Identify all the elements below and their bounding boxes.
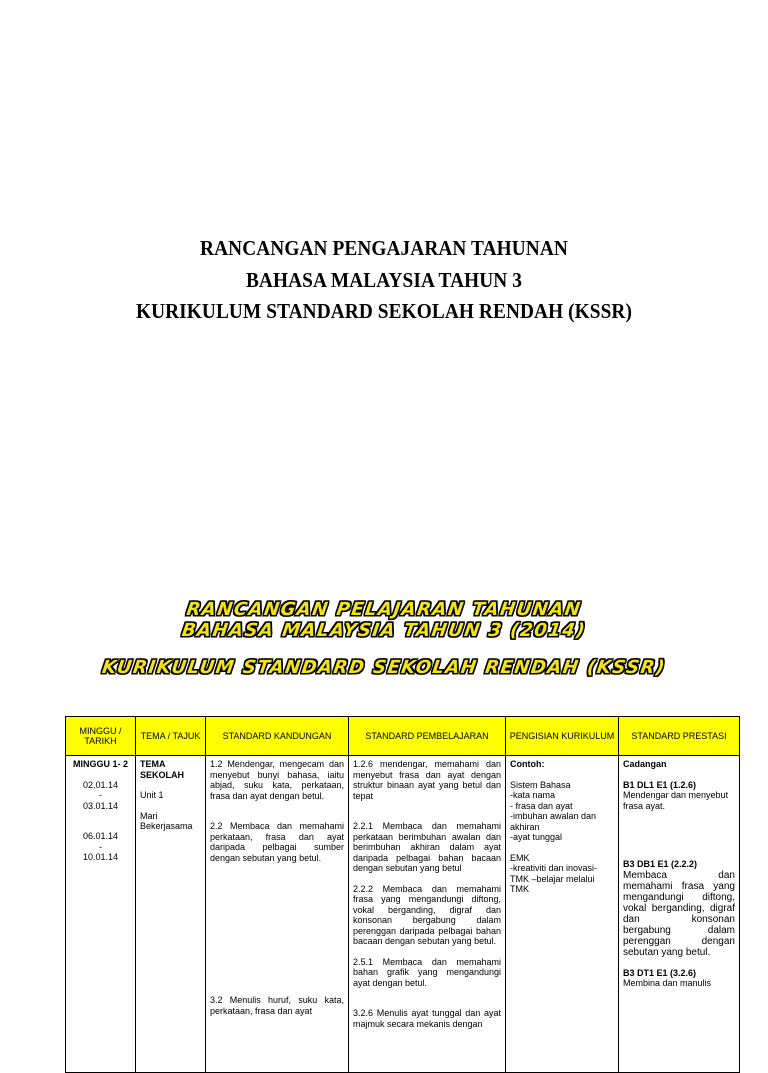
pk-line: -ayat tunggal xyxy=(510,832,563,842)
cell-standard-pembelajaran xyxy=(349,756,506,1073)
spr-code: B3 DT1 E1 (3.2.6) xyxy=(623,967,697,978)
tema-title: TEMA SEKOLAH xyxy=(140,759,185,780)
sk-item: 3.2 Menulis huruf, suku kata, perkataan, frasa dan ayat xyxy=(210,995,344,1016)
week-date: 06.01.14 xyxy=(82,831,119,841)
pk-heading: Contoh: xyxy=(510,759,545,769)
pk-line: EMK xyxy=(510,852,530,863)
sp-item: 3.2.6 Menulis ayat tunggal dan ayat majmuk secara mekanis dengan xyxy=(353,1008,501,1029)
header-standard-kandungan: STANDARD KANDUNGAN xyxy=(206,717,349,756)
document-title-line-1: RANCANGAN PENGAJARAN TAHUNAN xyxy=(200,236,568,260)
spr-heading: Cadangan xyxy=(623,759,667,769)
pk-line: Sistem Bahasa xyxy=(510,779,571,790)
pk-line: -imbuhan awalan dan akhiran xyxy=(510,811,597,832)
banner-line-1: RANCANGAN PELAJARAN TAHUNAN xyxy=(185,599,583,620)
document-title-line-2: BAHASA MALAYSIA TAHUN 3 xyxy=(245,268,523,292)
spr-code: B3 DB1 E1 (2.2.2) xyxy=(623,859,698,869)
sp-item: 1.2.6 mendengar, memahami dan menyebut frasa dan ayat dengan struktur binaan ayat yang betul dan tepat xyxy=(353,759,501,801)
tajuk-label: Mari Bekerjasama xyxy=(140,810,193,831)
week-date: 02.01.14 xyxy=(82,779,119,790)
sp-item: 2.5.1 Membaca dan memahami bahan grafik yang mengandungi ayat dengan betul. xyxy=(353,956,501,988)
lesson-plan-table xyxy=(65,716,740,1073)
sk-item: 1.2 Mendengar, mengecam dan menyebut bunyi bahasa, iaitu abjad, suku kata, perkataan, frasa dan ayat dengan betul. xyxy=(210,759,344,801)
document-title-line-3: KURIKULUM STANDARD SEKOLAH RENDAH (KSSR) xyxy=(135,299,633,323)
unit-label: Unit 1 xyxy=(140,790,164,800)
cell-standard-kandungan xyxy=(206,756,349,1073)
cell-pengisian-kurikulum xyxy=(506,756,619,1073)
cell-standard-prestasi xyxy=(619,756,740,1073)
spr-text: Membina dan manulis xyxy=(623,978,712,988)
banner-line-3: KURIKULUM STANDARD SEKOLAH RENDAH (KSSR) xyxy=(100,657,668,678)
pk-line: -kreativiti dan inovasi- xyxy=(510,863,598,873)
week-date-dash: - xyxy=(99,841,102,852)
week-label: MINGGU 1- 2 xyxy=(72,759,128,769)
week-date: 10.01.14 xyxy=(82,852,119,862)
header-standard-prestasi: STANDARD PRESTASI xyxy=(619,717,740,756)
sk-item: 2.2 Membaca dan memahami perkataan, frasa dan ayat daripada pelbagai sumber dengan sebutan yang betul. xyxy=(210,821,344,863)
pk-line: TMK –belajar melalui TMK xyxy=(510,873,595,894)
table-row xyxy=(66,756,740,1073)
sp-item: 2.2.2 Membaca dan memahami frasa yang mengandungi diftong, vokal berganding, digraf dan konsonan bergabung dalam perenggan daripada pelbagai bahan bacaan dengan sebutan yang betul. xyxy=(353,883,501,946)
pk-line: - frasa dan ayat xyxy=(510,800,573,811)
sp-item: 2.2.1 Membaca dan memahami perkataan berimbuhan awalan dan berimbuhan akhiran dalam ayat daripada pelbagai bahan bacaan dengan sebutan yang betul xyxy=(353,821,501,873)
banner-line-2: BAHASA MALAYSIA TAHUN 3 (2014) xyxy=(180,620,588,641)
spr-text: Mendengar dan menyebut frasa ayat. xyxy=(623,790,729,811)
header-tema: TEMA / TAJUK xyxy=(136,717,206,756)
header-pengisian-kurikulum: PENGISIAN KURIKULUM xyxy=(506,717,619,756)
cell-tema xyxy=(136,756,206,1073)
cell-minggu xyxy=(66,756,136,1073)
week-date-dash: - xyxy=(99,790,102,800)
table-header-row xyxy=(66,717,740,756)
spr-code: B1 DL1 E1 (1.2.6) xyxy=(623,779,697,790)
spr-text: Membaca dan memahami frasa yang mengandungi diftong, vokal berganding, digraf dan konsonan bergabung dalam perenggan dengan sebutan yang betul. xyxy=(623,869,735,958)
header-standard-pembelajaran: STANDARD PEMBELAJARAN xyxy=(349,717,506,756)
pk-line: -kata nama xyxy=(510,790,556,800)
header-minggu: MINGGU / TARIKH xyxy=(66,717,136,756)
week-date: 03.01.14 xyxy=(82,800,119,811)
